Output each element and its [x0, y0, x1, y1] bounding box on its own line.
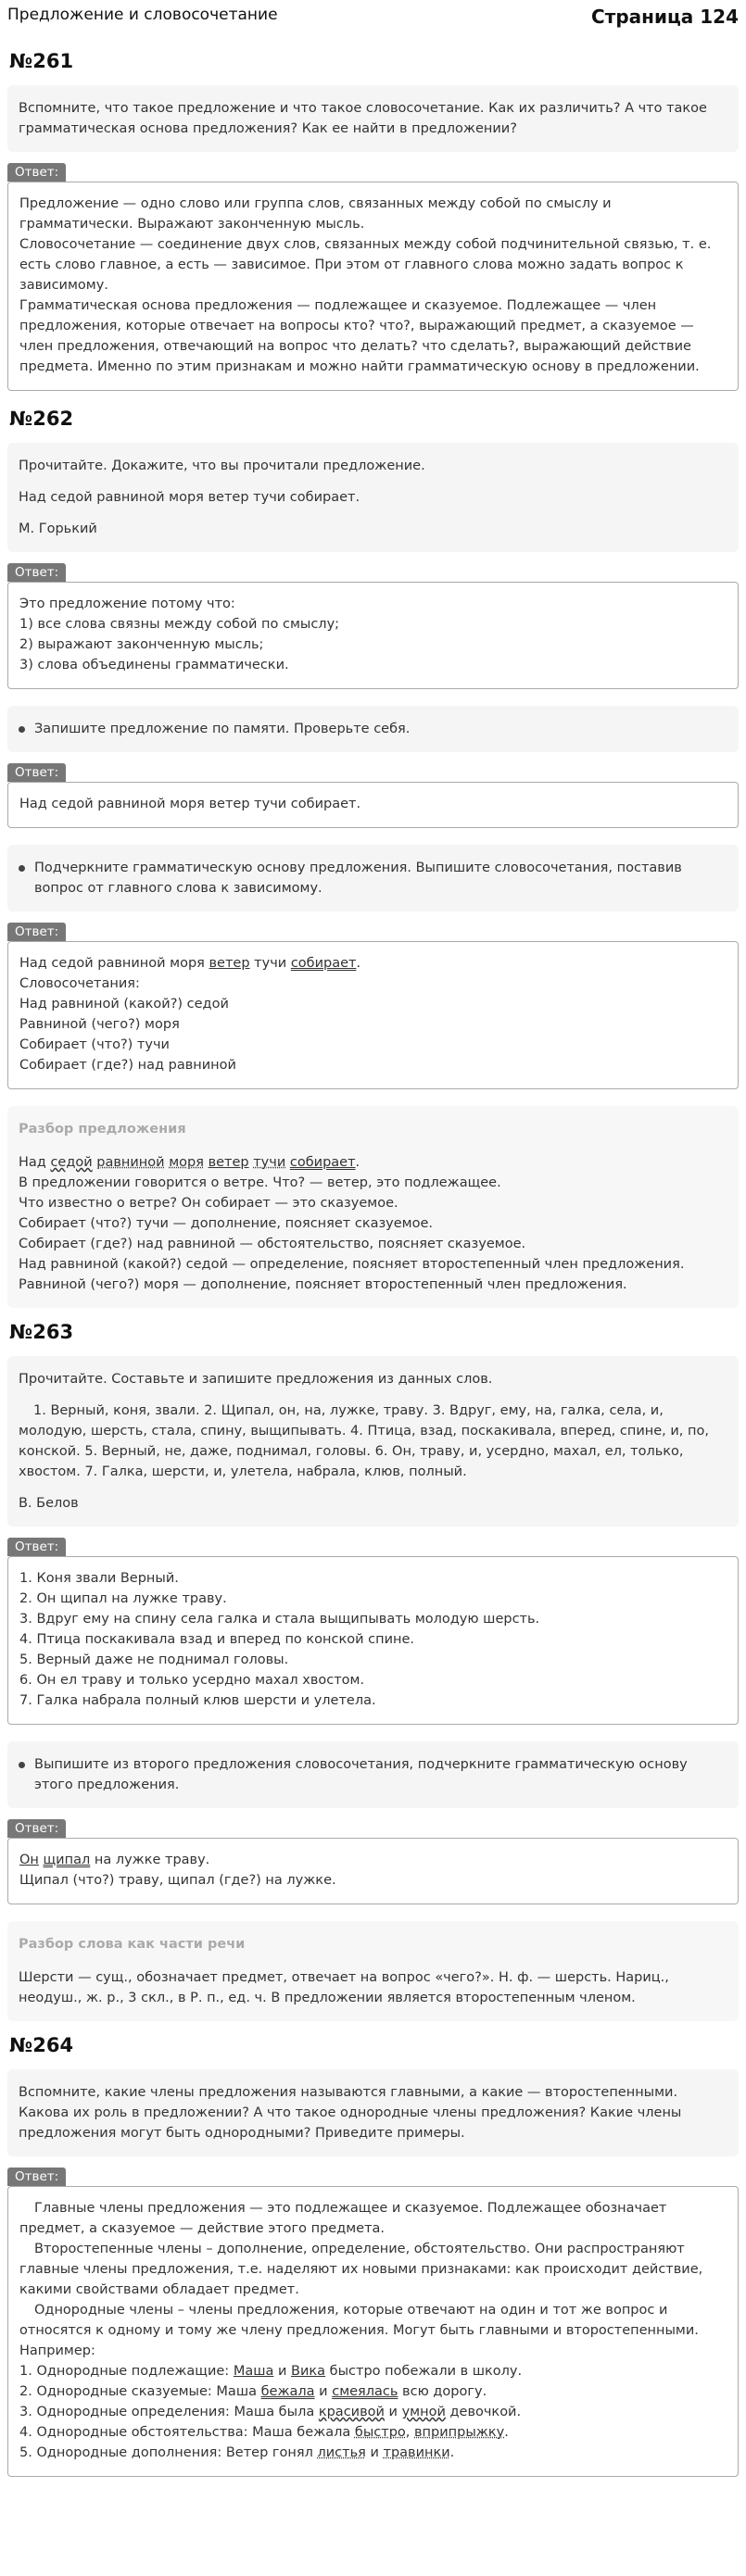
subtask-text: Запишите предложение по памяти. Проверьте себя.	[34, 722, 411, 736]
question-text: Вспомните, какие члены предложения называются главными, а какие — второстепенными. Какова их роль в предложении? А что такое однородные члены предложения? Какие члены предложения могут быть однородными? Приведите примеры.	[19, 2085, 682, 2141]
answer-line: 2) выражают законченную мысль;	[19, 637, 264, 652]
analysis-line: Собирает (где?) над равниной — обстоятельство, поясняет сказуемое.	[19, 1237, 526, 1251]
task-262-answer-memory	[7, 782, 739, 828]
predicate-word: смеялась	[332, 2384, 398, 2399]
analysis-heading: Разбор предложения	[19, 1122, 186, 1137]
text: .	[355, 1155, 360, 1170]
text: и	[365, 2445, 384, 2460]
text: 3. Однородные определения: Маша была	[19, 2405, 319, 2419]
answer-line: Собирает (где?) над равниной	[19, 1058, 236, 1073]
text: Над	[19, 1155, 51, 1170]
analysis-line: Над равниной (какой?) седой — определение, поясняет второстепенный член предложения.	[19, 1257, 685, 1272]
task-263-answer-subtask	[7, 1838, 739, 1904]
bullet-icon	[19, 1762, 25, 1768]
answer-paragraph: Главные члены предложения — это подлежащее и сказуемое. Подлежащее обозначает предмет, а сказуемое — действие этого предмета.	[19, 2201, 667, 2236]
answer-line: 3. Вдруг ему на спину села галка и стала выщипывать молодую шерсть.	[19, 1612, 540, 1627]
object-word: травинки	[383, 2445, 450, 2460]
answer-line: Это предложение потому что:	[19, 597, 235, 611]
answer-line	[19, 953, 727, 974]
answer-line: Над седой равниной моря ветер тучи собирает.	[19, 797, 361, 811]
text: 2. Однородные сказуемые: Маша	[19, 2384, 261, 2399]
example-line	[19, 2422, 727, 2443]
task-262-answer-grammar	[7, 941, 739, 1089]
question-text: Прочитайте. Составьте и запишите предложения из данных слов.	[19, 1372, 493, 1387]
attribute-word: седой	[50, 1155, 93, 1170]
object-word: листья	[317, 2445, 366, 2460]
answer-line: 2. Он щипал на лужке траву.	[19, 1591, 227, 1606]
subject-word: ветер	[208, 1155, 249, 1170]
predicate-word: бежала	[260, 2384, 315, 2399]
object-word: тучи	[253, 1155, 286, 1170]
answer-line: Собирает (что?) тучи	[19, 1037, 170, 1052]
task-262-subtask-grammar	[7, 845, 739, 911]
answer-line: Словосочетание — соединение двух слов, связанных между собой подчинительной связью, т. е. есть слово главное, а есть — зависимое. При этом от главного слова можно задать вопрос к зависимому.	[19, 237, 712, 293]
example-line	[19, 2443, 727, 2463]
subject-word: Он	[19, 1853, 39, 1867]
text: 4. Однородные обстоятельства: Маша бежала	[19, 2425, 355, 2440]
quote-author: М. Горький	[19, 521, 97, 536]
example-line	[19, 2381, 727, 2402]
task-264-answer	[7, 2186, 739, 2477]
answer-line: 1) все слова связны между собой по смыслу;	[19, 617, 340, 632]
adverbial-word: быстро	[354, 2425, 406, 2440]
subject-word: Маша	[233, 2364, 274, 2379]
subject-word: ветер	[209, 956, 250, 971]
header	[7, 0, 739, 37]
predicate-word: щипал	[43, 1853, 91, 1867]
answer-line: Грамматическая основа предложения — подлежащее и сказуемое. Подлежащее — член предложения, которые отвечает на вопросы кто? что?, выражающий предмет, а сказуемое — член предложения, отвечающий на вопрос что делать? что сделать?, выражающий действие предмета. Именно по этим признакам и можно найти грамматическую основу в предложении.	[19, 298, 700, 374]
text: 1. Однородные подлежащие:	[19, 2364, 234, 2379]
task-263-analysis	[7, 1921, 739, 2021]
question-text: Прочитайте. Докажите, что вы прочитали предложение.	[19, 459, 425, 473]
object-word: моря	[169, 1155, 204, 1170]
subject-word: Вика	[291, 2364, 326, 2379]
answer-line: 7. Галка набрала полный клюв шерсти и улетела.	[19, 1693, 376, 1708]
answer-line: Щипал (что?) траву, щипал (где?) на лужке.	[19, 1873, 336, 1888]
examples-heading: Например:	[19, 2344, 95, 2358]
answer-badge: Ответ:	[7, 763, 66, 782]
task-261-number: №261	[9, 50, 74, 72]
attribute-word: красивой	[318, 2405, 385, 2419]
answer-paragraph: Второстепенные члены – дополнение, определение, обстоятельство. Они распространяют главные члены предложения, т.е. наделяют их новыми признаками: как происходит действие, какими свойствами обладает предмет.	[19, 2242, 703, 2297]
answer-line: 6. Он ел траву и только усердно махал хвостом.	[19, 1673, 365, 1688]
analysis-text: Шерсти — сущ., обозначает предмет, отвечает на вопрос «чего?». Н. ф. — шерсть. Нариц., неодуш., ж. р., 3 скл., в Р. п., ед. ч. В предложении является второстепенным членом.	[19, 1970, 669, 2005]
task-263-subtask	[7, 1741, 739, 1808]
text: .	[449, 2445, 455, 2460]
analysis-line: В предложении говорится о ветре. Что? — ветер, это подлежащее.	[19, 1175, 501, 1190]
text: тучи	[249, 956, 291, 971]
text: и	[384, 2405, 402, 2419]
adverbial-word: вприпрыжку	[414, 2425, 505, 2440]
text: всю дорогу.	[398, 2384, 487, 2399]
answer-line: 3) слова объединены грамматически.	[19, 658, 289, 672]
attribute-word: умной	[401, 2405, 446, 2419]
answer-line: 4. Птица поскакивала взад и вперед по конской спине.	[19, 1632, 415, 1647]
answer-line: Словосочетания:	[19, 976, 140, 991]
text: быстро побежали в школу.	[325, 2364, 523, 2379]
task-262-number: №262	[9, 408, 74, 430]
task-264-question	[7, 2069, 739, 2156]
answer-line	[19, 1850, 727, 1870]
example-line	[19, 2402, 727, 2422]
example-line	[19, 2361, 727, 2381]
text: на лужке траву.	[90, 1853, 210, 1867]
task-261-question	[7, 85, 739, 152]
analysis-line: Что известно о ветре? Он собирает — это сказуемое.	[19, 1196, 398, 1211]
analysis-heading: Разбор слова как части речи	[19, 1937, 246, 1952]
word-list: 1. Верный, коня, звали. 2. Щипал, он, на, лужке, траву. 3. Вдруг, ему, на, галка, села, и, молодую, шерсть, стала, спину, выщипывать. 4. Птица, взад, поскакивала, вперед, спине, и, по, конской. 5. Верный, не, даже, поднимал, головы. 6. Он, траву, и, усердно, махал, ел, только, хвостом. 7. Галка, шерсти, и, улетела, набрала, клюв, полный.	[19, 1403, 709, 1479]
task-261-answer	[7, 182, 739, 391]
task-262-analysis	[7, 1106, 739, 1308]
task-263-answer	[7, 1556, 739, 1725]
answer-badge: Ответ:	[7, 563, 66, 582]
text: и	[273, 2364, 292, 2379]
page-number: Страница 124	[591, 6, 739, 28]
answer-line: Предложение — одно слово или группа слов, связанных между собой по смыслу и грамматически. Выражают законченную мысль.	[19, 196, 612, 232]
answer-badge: Ответ:	[7, 163, 66, 182]
predicate-word: собирает	[289, 1155, 356, 1170]
task-262-subtask-memory	[7, 706, 739, 752]
text: Над седой равниной моря	[19, 956, 209, 971]
task-262-question	[7, 443, 739, 552]
task-262-answer	[7, 582, 739, 689]
text: ,	[405, 2425, 414, 2440]
quote-author: В. Белов	[19, 1496, 79, 1511]
answer-line: 5. Верный даже не поднимал головы.	[19, 1652, 289, 1667]
answer-line: Над равниной (какой?) седой	[19, 997, 229, 1012]
answer-line: Равниной (чего?) моря	[19, 1017, 180, 1032]
answer-badge: Ответ:	[7, 1538, 66, 1556]
adverbial-word: равниной	[96, 1155, 165, 1170]
task-263-question	[7, 1356, 739, 1527]
answer-line: 1. Коня звали Верный.	[19, 1571, 179, 1586]
text: .	[504, 2425, 509, 2440]
predicate-word: собирает	[290, 956, 357, 971]
subtask-text: Выпишите из второго предложения словосочетания, подчеркните грамматическую основу этого предложения.	[34, 1757, 688, 1792]
text: .	[356, 956, 361, 971]
task-264-number: №264	[9, 2034, 74, 2056]
analysis-line: Собирает (что?) тучи — дополнение, поясняет сказуемое.	[19, 1216, 434, 1231]
text: и	[314, 2384, 333, 2399]
bullet-icon	[19, 865, 25, 872]
page	[7, 0, 739, 2477]
answer-badge: Ответ:	[7, 1819, 66, 1838]
answer-badge: Ответ:	[7, 2168, 66, 2186]
bullet-icon	[19, 726, 25, 733]
answer-badge: Ответ:	[7, 923, 66, 941]
text: девочкой.	[445, 2405, 522, 2419]
answer-paragraph: Однородные члены – члены предложения, которые отвечают на один и тот же вопрос и относятся к одному и тому же члену предложения. Могут быть главными и второстепенными.	[19, 2303, 699, 2338]
quote-text: Над седой равниной моря ветер тучи собирает.	[19, 490, 360, 505]
analysis-sentence	[19, 1152, 727, 1173]
text: 5. Однородные дополнения: Ветер гонял	[19, 2445, 318, 2460]
topic-title: Предложение и словосочетание	[7, 6, 278, 24]
analysis-line: Равниной (чего?) моря — дополнение, поясняет второстепенный член предложения.	[19, 1277, 627, 1292]
task-263-number: №263	[9, 1321, 74, 1343]
question-text: Вспомните, что такое предложение и что такое словосочетание. Как их различить? А что такое грамматическая основа предложения? Как ее найти в предложении?	[19, 101, 707, 136]
subtask-text: Подчеркните грамматическую основу предложения. Выпишите словосочетания, поставив вопрос от главного слова к зависимому.	[34, 861, 682, 896]
